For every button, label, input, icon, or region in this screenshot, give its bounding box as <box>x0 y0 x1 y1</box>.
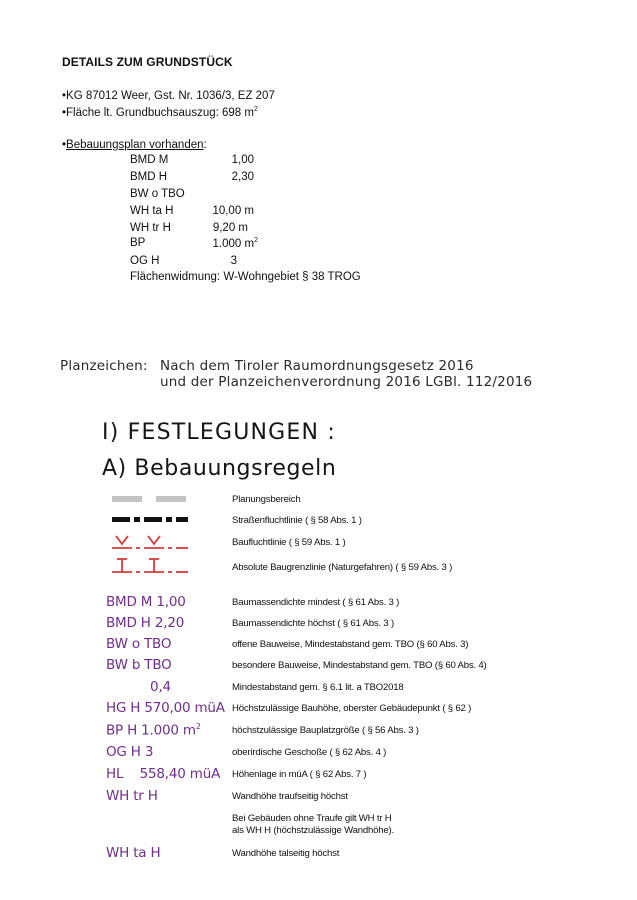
legend-code: BW o TBO <box>106 636 172 652</box>
legend-code-sup: 2 <box>195 722 201 731</box>
legend-desc: höchstzulässige Bauplatzgröße ( § 56 Abs. 3 ) <box>232 725 419 736</box>
legend-code: OG H 3 <box>106 744 154 760</box>
plan-row-value: 9,20 m <box>212 222 248 234</box>
legend-desc: Baumassendichte höchst ( § 61 Abs. 3 ) <box>232 618 394 629</box>
legend-desc: offene Bauweise, Mindestabstand gem. TBO (§ 60 Abs. 3) <box>232 639 469 650</box>
legend-code: BMD H 2,20 <box>106 615 185 631</box>
legend-code: 0,4 <box>150 679 171 695</box>
detail-kg: •KG 87012 Weer, Gst. Nr. 1036/3, EZ 207 <box>62 90 275 102</box>
plan-row-label: BMD M <box>130 154 169 166</box>
legend-code: BMD M 1,00 <box>106 594 186 610</box>
legend-note-line1: Bei Gebäuden ohne Traufe gilt WH tr H <box>232 813 392 824</box>
detail-flaeche-sup: 2 <box>253 106 258 113</box>
legend-desc: Mindestabstand gem. § 6.1 lit. a TBO2018 <box>232 682 404 693</box>
plan-row-label: WH ta H <box>130 205 174 217</box>
legend-code: HG H 570,00 müA <box>106 700 225 716</box>
flaechenwidmung: Flächenwidmung: W-Wohngebiet § 38 TROG <box>130 271 361 283</box>
legend-desc: Baufluchtlinie ( § 59 Abs. 1 ) <box>232 537 346 548</box>
bebauungsplan-label: Bebauungsplan vorhanden <box>66 139 204 151</box>
legend-desc: Planungsbereich <box>232 494 301 505</box>
plan-row-value-text: 1.000 m <box>212 237 255 250</box>
plan-row <box>130 171 254 187</box>
plan-row-label: BMD H <box>130 171 168 183</box>
legend-code: WH ta H <box>106 845 161 861</box>
plan-row <box>130 237 258 253</box>
planzeichen-line1: Nach dem Tiroler Raumordnungsgesetz 2016 <box>160 358 474 374</box>
plan-row-value: 1,00 <box>231 154 254 166</box>
legend-code: WH tr H <box>106 788 158 804</box>
legend-desc: Wandhöhe talseitig höchst <box>232 848 340 859</box>
legend-code: BW b TBO <box>106 657 172 673</box>
plan-row-label: BP <box>130 237 146 249</box>
legend-desc: oberirdische Geschoße ( § 62 Abs. 4 ) <box>232 747 387 758</box>
plan-row <box>130 205 254 221</box>
legend-desc: besondere Bauweise, Mindestabstand gem. TBO (§ 60 Abs. 4) <box>232 660 487 671</box>
detail-flaeche <box>62 106 258 119</box>
legend-code-text: BP H 1.000 m <box>106 722 196 739</box>
detail-flaeche-text: •Fläche lt. Grundbuchsauszug: 698 m <box>62 106 254 119</box>
legend-note-line2: als WH H (höchstzulässige Wandhöhe). <box>232 825 395 836</box>
plan-row-label: WH tr H <box>130 222 171 234</box>
plan-row <box>130 255 237 271</box>
legend-code: HL 558,40 müA <box>106 766 221 782</box>
baugrenzlinie-line-icon <box>112 556 188 576</box>
baufluchtlinie-line-icon <box>112 533 188 551</box>
planzeichen-label: Planzeichen: <box>60 358 148 374</box>
plan-row <box>130 154 254 170</box>
plan-row-value: 2,30 <box>231 171 254 183</box>
legend-code <box>106 722 201 739</box>
strassenfluchtlinie-line-icon <box>112 515 188 525</box>
planzeichen-line2: und der Planzeichenverordnung 2016 LGBl. 112/2016 <box>160 374 533 390</box>
plan-row-value <box>213 237 258 250</box>
legend-desc: Höhenlage in müA ( § 62 Abs. 7 ) <box>232 769 367 780</box>
bebauungsplan-heading <box>62 139 207 151</box>
legend-desc: Wandhöhe traufseitig höchst <box>232 791 348 802</box>
legend-desc: Baumassendichte mindest ( § 61 Abs. 3 ) <box>232 597 400 608</box>
bebauungsplan-colon: : <box>203 139 207 151</box>
plan-row <box>130 188 254 204</box>
legend-desc: Absolute Baugrenzlinie (Naturgefahren) ( § 59 Abs. 3 ) <box>232 562 453 573</box>
legend-desc: Straßenfluchtlinie ( § 58 Abs. 1 ) <box>232 515 362 526</box>
plan-row-label: OG H <box>130 255 160 267</box>
plan-row-label: BW o TBO <box>130 188 185 200</box>
planungsbereich-line-icon <box>112 494 188 504</box>
legend-desc: Höchstzulässige Bauhöhe, oberster Gebäudepunkt ( § 62 ) <box>232 703 472 714</box>
plan-row-value: 3 <box>230 255 237 267</box>
heading-bebauungsregeln: A) Bebauungsregeln <box>102 456 337 481</box>
plan-row-value-sup: 2 <box>254 237 258 244</box>
plan-row <box>130 222 248 238</box>
plan-row-value: 10,00 m <box>212 205 254 217</box>
heading-festlegungen: I) FESTLEGUNGEN : <box>102 420 336 445</box>
bebauungsplan-bullet: • <box>62 139 67 151</box>
details-title: DETAILS ZUM GRUNDSTÜCK <box>62 55 233 69</box>
